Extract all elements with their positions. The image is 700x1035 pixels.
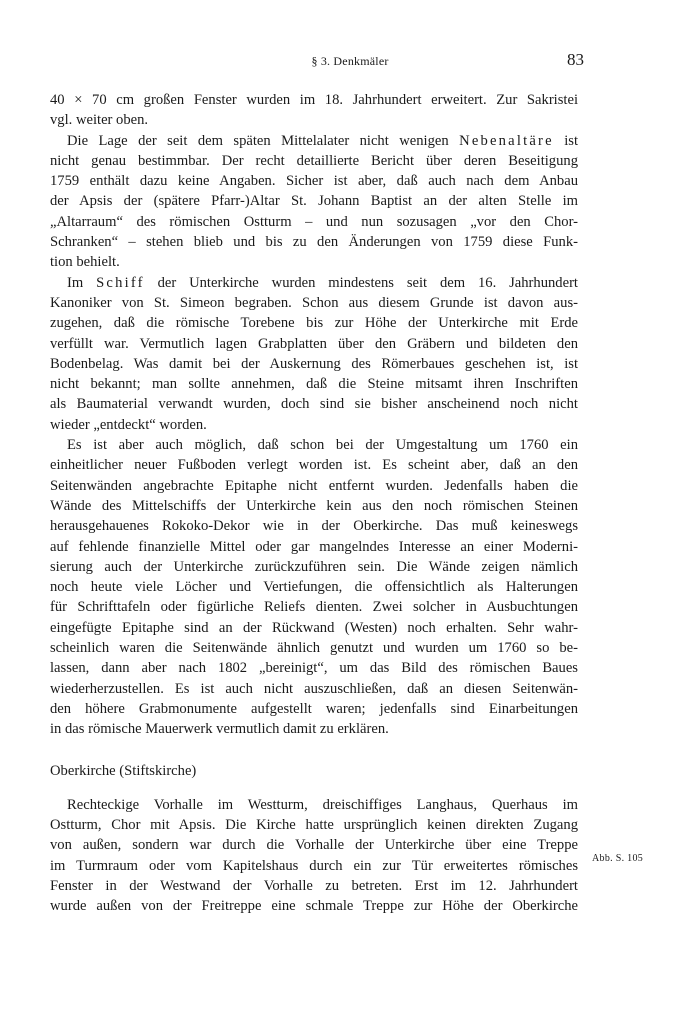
paragraphs	[50, 90, 578, 740]
section-heading: Oberkirche (Stiftskirche)	[50, 762, 197, 779]
paragraph	[50, 795, 578, 917]
running-head: § 3. Denkmäler	[311, 54, 389, 68]
main-text	[50, 90, 578, 917]
text-line: nicht genau bestimmbar. Der recht detaillierte Bericht über deren Beseitigung	[50, 152, 578, 169]
text-line: zugehen, daß die römische Torebene bis zur Höhe der Unterkirche mit Erde	[50, 315, 578, 332]
text-line: im Turmraum oder vom Kapitelshaus durch ein zur Tür erweitertes römisches	[50, 857, 578, 874]
text-line: Im Schiff der Unterkirche wurden mindestens seit dem 16. Jahrhundert	[67, 274, 578, 291]
text-line: Fenster in der Westwand der Vorhalle zu betreten. Erst im 12. Jahrhundert	[50, 877, 578, 894]
text-line: Wände des Mittelschiffs der Unterkirche kein aus den noch römischen Steinen	[50, 497, 578, 514]
text-line: Schranken“ – stehen blieb und bis zu den Änderungen von 1759 diese Funk-	[50, 234, 578, 251]
page-number: 83	[567, 50, 584, 69]
text-line: verfüllt war. Vermutlich lagen Grabplatten über den Gräbern und bildeten den	[50, 335, 578, 352]
spaced-term: Nebenaltäre	[459, 132, 554, 149]
paragraph	[50, 273, 578, 435]
margin-note: Abb. S. 105	[592, 853, 644, 864]
text-line: scheinlich waren die Seitenwände ähnlich genutzt und wurden um 1760 so be-	[50, 640, 578, 657]
paragraph	[50, 131, 578, 273]
text-line: lassen, dann aber nach 1802 „bereinigt“, um das Bild des römischen Baues	[50, 660, 578, 677]
text-line: einheitlicher neuer Fußboden verlegt worden ist. Es scheint aber, daß an den	[50, 457, 578, 474]
text-line: Seitenwänden angebrachte Epitaphe nicht entfernt wurden. Jedenfalls haben die	[50, 477, 578, 494]
section-paragraph	[50, 795, 578, 917]
text-line: den höhere Grabmonumente aufgestellt waren; jedenfalls sind Einarbeitungen	[50, 700, 578, 717]
text-line: wiederherzustellen. Es ist auch nicht auszuschließen, daß an diesen Seitenwän-	[50, 680, 578, 697]
text-line: 1759 enthält dazu keine Angaben. Sicher ist aber, daß auch nach dem Anbau	[50, 173, 578, 190]
section-gap	[50, 740, 578, 761]
text-line: in das römische Mauerwerk vermutlich damit zu erklären.	[50, 721, 389, 738]
text-line: auf fehlende finanzielle Mittel oder gar mangelndes Interesse an einer Moderni-	[50, 538, 578, 555]
text-line: „Altarraum“ des römischen Ostturm – und nun sozusagen „vor den Chor-	[50, 213, 578, 230]
text-line: herausgehauenes Rokoko-Dekor wie in der Oberkirche. Das muß keineswegs	[50, 518, 578, 535]
text-line: wieder „entdeckt“ worden.	[50, 416, 207, 433]
text-line: sierung auch der Unterkirche zurückzuführen sein. Die Wände zeigen nämlich	[50, 558, 578, 575]
text-line: Ostturm, Chor mit Apsis. Die Kirche hatte ursprünglich keinen direkten Zugang	[50, 817, 578, 834]
text-line: tion behielt.	[50, 254, 120, 271]
text-line: Rechteckige Vorhalle im Westturm, dreischiffiges Langhaus, Querhaus im	[67, 796, 578, 813]
text-line: noch heute viele Löcher und Vertiefungen, die offensichtlich als Halterungen	[50, 579, 578, 596]
text-line: für Schrifttafeln oder figürliche Reliefs dienten. Zwei solcher in Ausbuchtungen	[50, 599, 578, 616]
text-line: nicht bekannt; man sollte annehmen, daß die Steine mitsamt ihren Inschriften	[50, 376, 578, 393]
text-line: Kanoniker von St. Simeon begraben. Schon aus diesem Grunde ist davon aus-	[50, 294, 578, 311]
heading-gap	[50, 781, 578, 795]
text-line: Bodenbelag. Was damit bei der Auskernung des Römerbaues geschehen ist, ist	[50, 355, 578, 372]
paragraph	[50, 435, 578, 739]
text-line: 40 × 70 cm großen Fenster wurden im 18. Jahrhundert erweitert. Zur Sakristei	[50, 92, 578, 108]
paragraph	[50, 90, 578, 131]
text-line: von außen, sondern war durch die Vorhalle der Unterkirche über eine Treppe	[50, 837, 578, 854]
text-line: der Apsis der (spätere Pfarr-)Altar St. Johann Baptist an der alten Stelle im	[50, 193, 578, 210]
text-line: als Baumaterial verwandt wurden, doch sind sie bisher anscheinend noch nicht	[50, 396, 578, 413]
text-line: wurde außen von der Freitreppe eine schmale Treppe zur Höhe der Oberkirche	[50, 898, 578, 915]
text-line: eingefügte Epitaphe sind an der Rückwand (Westen) noch erhalten. Sehr wahr-	[50, 619, 578, 636]
spaced-term: Schiff	[96, 274, 145, 291]
text-line: Die Lage der seit dem späten Mittelalater nicht wenigen Nebenaltäre ist	[67, 132, 578, 149]
page-header	[0, 50, 700, 74]
text-line: Es ist aber auch möglich, daß schon bei der Umgestaltung um 1760 ein	[67, 437, 578, 454]
text-line: vgl. weiter oben.	[50, 112, 149, 129]
